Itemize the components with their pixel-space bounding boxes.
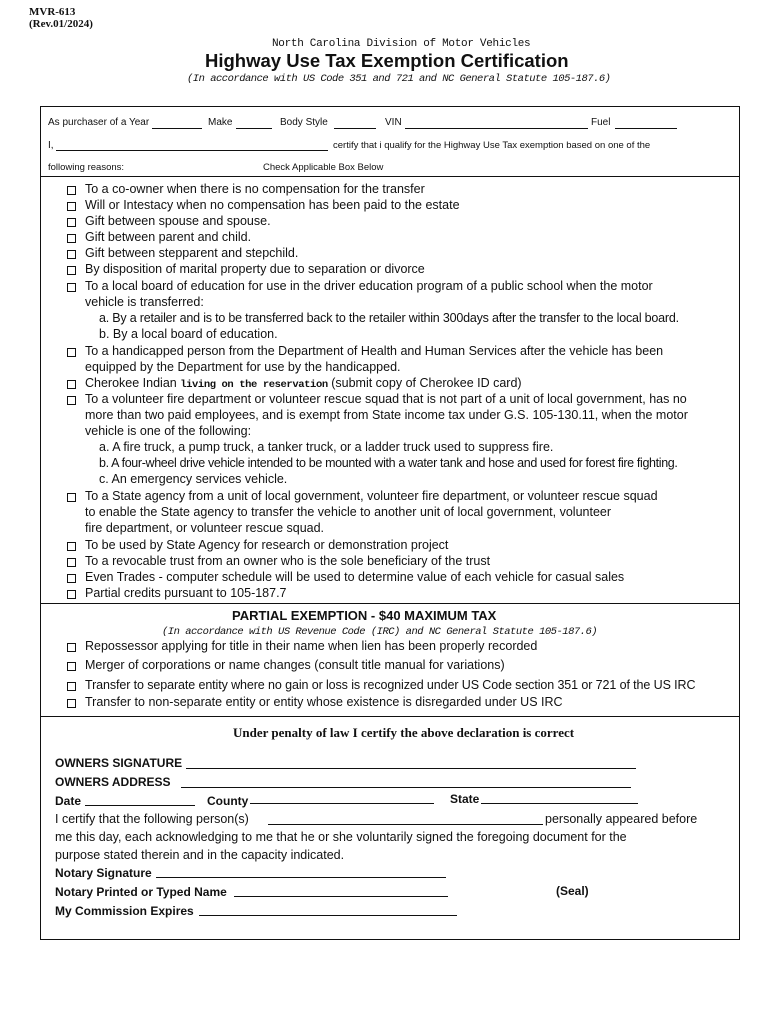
- partial-item: Transfer to non-separate entity or entity whose existence is disregarded under US IRC: [85, 695, 563, 709]
- commission-field[interactable]: [199, 915, 457, 916]
- notary-statement: me this day, each acknowledging to me that he or she voluntarily signed the foregoing document for the: [55, 830, 627, 844]
- owners-signature-field[interactable]: [186, 768, 636, 769]
- notary-signature-field[interactable]: [156, 877, 446, 878]
- exemption-text: To a State agency from a unit of local government, volunteer fire department, or volunteer rescue squad: [85, 489, 658, 503]
- date-label: Date: [55, 794, 82, 808]
- exemption-text: To a volunteer fire department or volunteer rescue squad that is not part of a unit of local government, has no: [85, 392, 687, 406]
- partial-item: Repossessor applying for title in their name when lien has been properly recorded: [85, 639, 538, 653]
- exemption-checkbox[interactable]: [67, 266, 76, 275]
- exemption-text-cont: vehicle is transferred:: [85, 295, 204, 309]
- exemption-subitem: b. By a local board of education.: [99, 327, 278, 341]
- name-field[interactable]: [56, 150, 328, 151]
- notary-statement-b: personally appeared before: [545, 812, 698, 826]
- page-title: Highway Use Tax Exemption Certification: [205, 50, 569, 71]
- partial-subheading: (In accordance with US Revenue Code (IRC) and NC General Statute 105-187.6): [162, 626, 598, 638]
- exemption-checkbox[interactable]: [67, 250, 76, 259]
- notary-printed-field[interactable]: [234, 896, 448, 897]
- form-number: MVR-613: [29, 6, 76, 18]
- i-label: I,: [48, 140, 54, 151]
- divider: [40, 603, 740, 604]
- notary-printed-label: Notary Printed or Typed Name: [55, 885, 227, 899]
- exemption-text: Will or Intestacy when no compensation has been paid to the estate: [85, 198, 460, 212]
- certify-text: certify that i qualify for the Highway Use Tax exemption based on one of the: [333, 140, 651, 151]
- exemption-text: To a local board of education for use in the driver education program of a public school when the motor: [85, 279, 653, 293]
- fuel-field[interactable]: [615, 128, 677, 129]
- exemption-subitem: a. By a retailer and is to be transferred back to the retailer within 300days after the transfer to the local board.: [99, 311, 679, 325]
- divider: [40, 176, 740, 177]
- exemption-text: To a co-owner when there is no compensation for the transfer: [85, 182, 425, 196]
- exemption-text: Partial credits pursuant to 105-187.7: [85, 586, 287, 600]
- date-field[interactable]: [85, 805, 195, 806]
- exemption-text: By disposition of marital property due to separation or divorce: [85, 262, 425, 276]
- check-applicable: Check Applicable Box Below: [263, 162, 384, 173]
- make-field[interactable]: [236, 128, 272, 129]
- exemption-checkbox[interactable]: [67, 202, 76, 211]
- vin-field[interactable]: [405, 128, 588, 129]
- owners-address-label: OWNERS ADDRESS: [55, 775, 171, 789]
- agency-name: North Carolina Division of Motor Vehicles: [272, 38, 531, 50]
- partial-item: Transfer to separate entity where no gain or loss is recognized under US Code section 351 or 721 of the US IRC: [85, 678, 696, 692]
- exemption-checkbox[interactable]: [67, 186, 76, 195]
- exemption-text: Gift between stepparent and stepchild.: [85, 246, 299, 260]
- exemption-checkbox[interactable]: [67, 590, 76, 599]
- exemption-subitem: b. A four-wheel drive vehicle intended to be mounted with a water tank and hose and used for forest fire fighting.: [99, 456, 678, 470]
- exemption-text: To a handicapped person from the Department of Health and Human Services after the vehicle has been: [85, 344, 664, 358]
- body-style-label: Body Style: [280, 117, 328, 128]
- exemption-text: Gift between parent and child.: [85, 230, 252, 244]
- exemption-checkbox[interactable]: [67, 574, 76, 583]
- partial-checkbox[interactable]: [67, 682, 76, 691]
- exemption-checkbox[interactable]: [67, 380, 76, 389]
- exemption-text-cont: more than two paid employees, and is exempt from State income tax under G.S. 105-130.11, when the motor: [85, 408, 688, 422]
- owners-address-field[interactable]: [181, 787, 631, 788]
- commission-label: My Commission Expires: [55, 904, 194, 918]
- certification-heading: Under penalty of law I certify the above declaration is correct: [233, 725, 575, 740]
- exemption-text-cont: vehicle is one of the following:: [85, 424, 252, 438]
- partial-checkbox[interactable]: [67, 643, 76, 652]
- appeared-person-field[interactable]: [268, 824, 543, 825]
- exemption-text: Gift between spouse and spouse.: [85, 214, 271, 228]
- purchaser-label: As purchaser of a Year: [48, 117, 150, 128]
- exemption-checkbox[interactable]: [67, 234, 76, 243]
- cherokee-reservation: living on the reservation: [180, 379, 328, 391]
- exemption-checkbox[interactable]: [67, 218, 76, 227]
- exemption-checkbox[interactable]: [67, 396, 76, 405]
- notary-statement: purpose stated therein and in the capacity indicated.: [55, 848, 345, 862]
- notary-signature-label: Notary Signature: [55, 866, 152, 880]
- exemption-subitem: c. An emergency services vehicle.: [99, 472, 288, 486]
- notary-statement-a: I certify that the following person(s): [55, 812, 249, 826]
- exemption-text-cont: equipped by the Department for use by the handicapped.: [85, 360, 401, 374]
- exemption-checkbox[interactable]: [67, 283, 76, 292]
- county-label: County: [207, 794, 249, 808]
- seal-label: (Seal): [556, 884, 589, 898]
- partial-item: Merger of corporations or name changes (consult title manual for variations): [85, 658, 505, 672]
- make-label: Make: [208, 117, 233, 128]
- exemption-checkbox[interactable]: [67, 558, 76, 567]
- form-revision: (Rev.01/2024): [29, 18, 93, 30]
- page-subtitle: (In accordance with US Code 351 and 721 and NC General Statute 105-187.6): [187, 73, 611, 85]
- vin-label: VIN: [385, 117, 402, 128]
- exemption-text-cont: fire department, or volunteer rescue squad.: [85, 521, 325, 535]
- cherokee-label: Cherokee Indian: [85, 376, 177, 390]
- exemption-text-cont: to enable the State agency to transfer the vehicle to another unit of local government, volunteer: [85, 505, 612, 519]
- partial-checkbox[interactable]: [67, 662, 76, 671]
- cherokee-note: (submit copy of Cherokee ID card): [331, 376, 522, 390]
- exemption-text: Even Trades - computer schedule will be used to determine value of each vehicle for casual sales: [85, 570, 625, 584]
- owners-signature-label: OWNERS SIGNATURE: [55, 756, 183, 770]
- partial-heading: PARTIAL EXEMPTION - $40 MAXIMUM TAX: [232, 608, 497, 623]
- exemption-text: To a revocable trust from an owner who is the sole beneficiary of the trust: [85, 554, 491, 568]
- exemption-checkbox[interactable]: [67, 542, 76, 551]
- county-field[interactable]: [250, 803, 434, 804]
- following-reasons: following reasons:: [48, 162, 125, 173]
- exemption-text: To be used by State Agency for research or demonstration project: [85, 538, 449, 552]
- state-label: State: [450, 792, 480, 806]
- exemption-subitem: a. A fire truck, a pump truck, a tanker truck, or a ladder truck used to suppress fire.: [99, 440, 554, 454]
- body-style-field[interactable]: [334, 128, 376, 129]
- exemption-checkbox[interactable]: [67, 493, 76, 502]
- partial-checkbox[interactable]: [67, 699, 76, 708]
- exemption-text: [85, 376, 522, 391]
- fuel-label: Fuel: [591, 117, 611, 128]
- exemption-checkbox[interactable]: [67, 348, 76, 357]
- state-field[interactable]: [481, 803, 638, 804]
- divider: [40, 716, 740, 717]
- year-field[interactable]: [152, 128, 202, 129]
